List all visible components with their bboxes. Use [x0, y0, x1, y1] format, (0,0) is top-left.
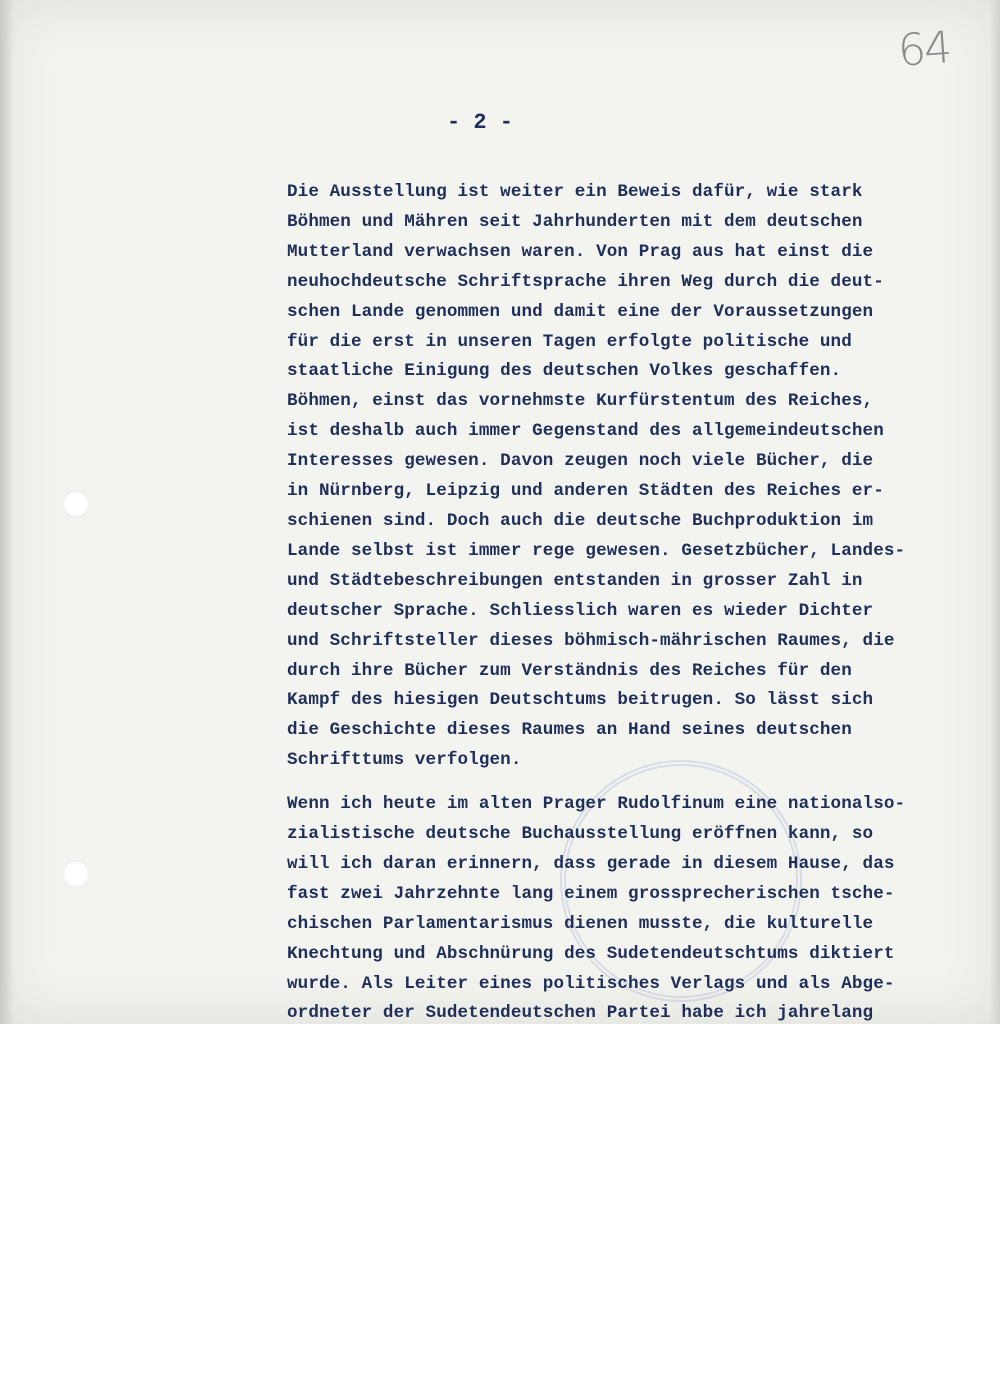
text-line: und Städtebeschreibungen entstanden in grosser Zahl in: [287, 570, 863, 591]
text-line: durch ihre Bücher zum Verständnis des Reiches für den: [287, 660, 852, 681]
handwritten-folio-number: 64: [896, 22, 952, 77]
text-line: schen Lande genommen und damit eine der Voraussetzungen: [287, 301, 874, 322]
text-line: in Nürnberg, Leipzig und anderen Städten des Reiches er-: [287, 481, 884, 502]
text-line: fast zwei Jahrzehnte lang einem grossprecherischen tsche-: [287, 883, 895, 904]
text-line: Mutterland verwachsen waren. Von Prag aus hat einst die: [287, 241, 874, 262]
text-line: ist deshalb auch immer Gegenstand des allgemeindeutschen: [287, 421, 884, 442]
text-line: Die Ausstellung ist weiter ein Beweis dafür, wie stark: [287, 182, 863, 202]
punch-hole-upper: [62, 490, 90, 518]
text-line: wurde. Als Leiter eines politisches Verlags und als Abge-: [287, 973, 895, 994]
text-line: und Schriftsteller dieses böhmisch-mährischen Raumes, die: [287, 630, 895, 651]
text-line: Interesses gewesen. Davon zeugen noch viele Bücher, die: [287, 451, 874, 472]
text-line: ordneter der Sudetendeutschen Partei habe ich jahrelang: [287, 1003, 874, 1024]
paragraph-2: [287, 790, 977, 1024]
text-line: Wenn ich heute im alten Prager Rudolfinum eine nationalso-: [287, 794, 906, 815]
text-line: Lande selbst ist immer rege gewesen. Gesetzbücher, Landes-: [287, 540, 906, 561]
text-line: staatliche Einigung des deutschen Volkes geschaffen.: [287, 361, 842, 382]
text-line: zialistische deutsche Buchausstellung eröffnen kann, so: [287, 824, 874, 845]
text-line: die Geschichte dieses Raumes an Hand seines deutschen: [287, 720, 852, 741]
text-line: Böhmen und Mähren seit Jahrhunderten mit dem deutschen: [287, 211, 863, 232]
text-line: deutscher Sprache. Schliesslich waren es wieder Dichter: [287, 600, 874, 621]
text-line: Böhmen, einst das vornehmste Kurfürstentum des Reiches,: [287, 391, 874, 412]
punch-hole-lower: [62, 860, 90, 888]
text-line: schienen sind. Doch auch die deutsche Buchproduktion im: [287, 510, 874, 531]
text-line: will ich daran erinnern, dass gerade in diesem Hause, das: [287, 853, 895, 874]
text-line: für die erst in unseren Tagen erfolgte politische und: [287, 331, 852, 352]
page-header: - 2 -: [446, 110, 513, 135]
text-line: Schrifttums verfolgen.: [287, 750, 522, 771]
text-line: chischen Parlamentarismus dienen musste, die kulturelle: [287, 913, 874, 934]
text-line: Knechtung und Abschnürung des Sudetendeutschtums diktiert: [287, 943, 895, 964]
paragraph-1: [287, 178, 977, 776]
body-text: [287, 178, 977, 1024]
text-line: neuhochdeutsche Schriftsprache ihren Weg durch die deut-: [287, 271, 884, 292]
text-line: Kampf des hiesigen Deutschtums beitrugen. So lässt sich: [287, 690, 874, 711]
